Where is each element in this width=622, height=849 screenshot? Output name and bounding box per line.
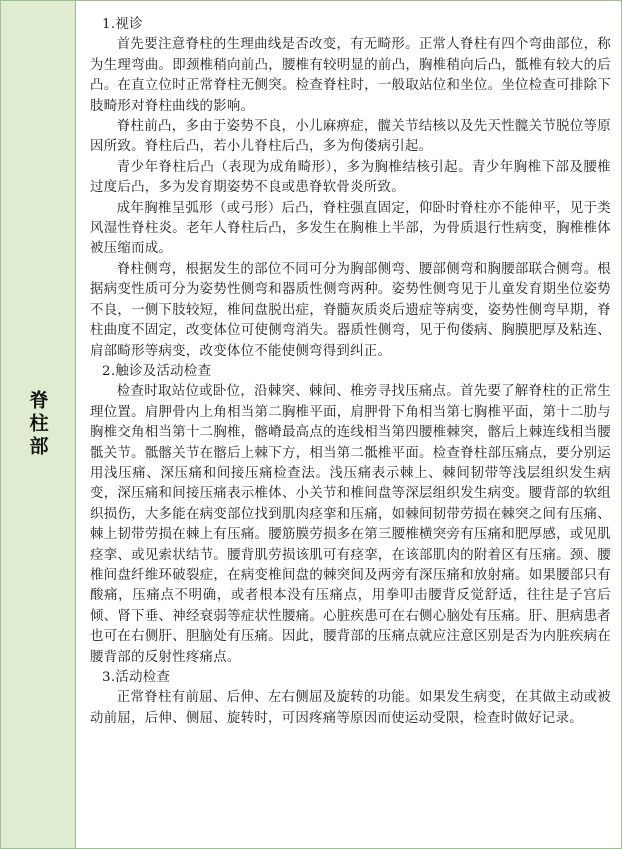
paragraph: 首先要注意脊柱的生理曲线是否改变，有无畸形。正常人脊柱有四个弯曲部位，称为生理弯曲。即颈椎稍向前凸，腰椎有较明显的前凸，胸椎稍向后凸，骶椎有较大的后凸。在直立位时正常脊柱无侧突。检查脊柱时，一般取站位和坐位。坐位检查可排除下肢畸形对脊柱曲线的影响。 xyxy=(90,37,611,114)
section-heading: 2.触诊及活动检查 xyxy=(102,363,212,379)
section-heading: 3.活动检查 xyxy=(102,670,171,685)
paragraph: 成年胸椎呈弧形（或弓形）后凸，脊柱强直固定，仰卧时脊柱亦不能伸平，见于类风湿性脊柱炎。老年人脊柱后凸，多发生在胸椎上半部，为骨质退行性病变，胸椎椎体被压缩而成。 xyxy=(90,200,611,257)
paragraph: 脊柱侧弯，根据发生的部位不同可分为胸部侧弯、腰部侧弯和胸腰部联合侧弯。根据病变性质可分为姿势性侧弯和器质性侧弯两种。姿势性侧弯见于儿童发育期坐位姿势不良，一侧下肢较短，椎间盘脱出症，脊髓灰质炎后遗症等病变，姿势性侧弯早期，脊柱曲度不固定，改变体位可使侧弯消失。器质性侧弯，见于佝偻病、胸膜肥厚及粘连、肩部畸形等病变，改变体位不能使侧弯得到纠正。 xyxy=(90,261,611,359)
paragraph: 正常脊柱有前屈、后伸、左右侧屈及旋转的功能。如果发生病变，在其做主动或被动前屈，后伸、侧屈、旋转时，可因疼痛等原因而使运动受限，检查时做好记录。 xyxy=(90,690,611,726)
paragraph: 检查时取站位或卧位，沿棘突、棘间、椎旁寻找压痛点。首先要了解脊柱的正常生理位置。肩胛骨内上角相当第二胸椎平面，肩胛骨下角相当第七胸椎平面，第十二肋与胸椎交角相当第十二胸椎，髂嵴最高点的连线相当第四腰椎棘突，髂后上棘连线相当腰骶关节。骶髂关节在髂后上棘下方，相当第二骶椎平面。检查脊柱部压痛点，要分别运用浅压痛、深压痛和间接压痛检查法。浅压痛表示棘上、棘间韧带等浅层组织发生病变，深压痛和间接压痛表示椎体、小关节和椎间盘等深层组织发生病变。腰背部的软组织损伤，大多能在病变部位找到肌肉痉挛和压痛，如棘间韧带劳损在棘突之间有压痛、棘上韧带劳损在棘上有压痛。腰筋膜劳损多在第三腰椎横突旁有压痛和肥厚感，或见肌痉挛、或见索状结节。腰背肌劳损该肌可有痉挛，在该部肌肉的附着区有压痛。颈、腰椎间盘纤维环破裂症，在病变椎间盘的棘突间及两旁有深压痛和放射痛。如果腰部只有酸痛，压痛点不明确，或者根本没有压痛点，用拳叩击腰背反觉舒适，往往是子宫后倾、肾下垂、神经衰弱等症状性腰痛。心脏疾患可在右侧心脑处有压痛。肝、胆病患者也可在右侧肝、胆脑处有压痛。因此，腰背部的压痛点就应注意区别是否为内脏疾病在腰背部的反射性疼痛点。 xyxy=(90,384,611,665)
paragraph: 青少年脊柱后凸（表现为成角畸形），多为胸椎结核引起。青少年胸椎下部及腰椎过度后凸，多为发育期姿势不良或患脊软骨炎所致。 xyxy=(90,159,611,196)
text-column xyxy=(76,1,621,848)
side-tab-label: 脊柱部 xyxy=(26,390,49,459)
side-tab xyxy=(1,1,76,848)
section-heading: 1.视诊 xyxy=(102,17,143,32)
paragraph: 脊柱前凸，多由于姿势不良，小儿麻痹症，髋关节结核以及先天性髋关节脱位等原因所致。脊柱后凸，若小儿脊柱后凸，多为佝偻病引起。 xyxy=(90,119,611,155)
